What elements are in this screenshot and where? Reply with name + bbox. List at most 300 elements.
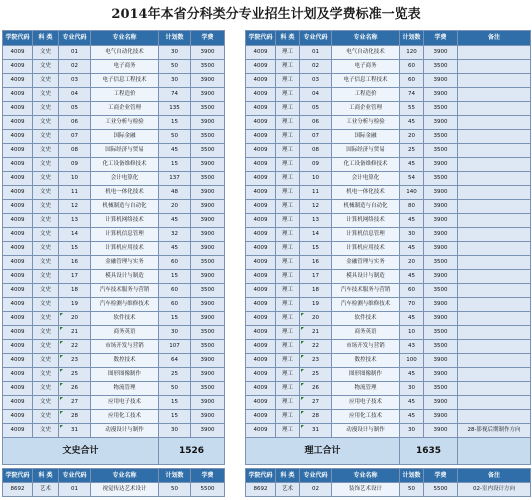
college-code-cell: 4009	[246, 270, 276, 284]
category-cell: 理工	[276, 354, 300, 368]
tuition-cell: 3900	[424, 312, 458, 326]
major-code-cell: 08	[300, 144, 332, 158]
tuition-cell: 3900	[424, 116, 458, 130]
category-cell: 文史	[33, 186, 59, 200]
college-code-cell: 4009	[246, 326, 276, 340]
major-code-cell: 10	[59, 172, 91, 186]
category-cell: 文史	[33, 270, 59, 284]
table-row	[246, 242, 531, 256]
college-code-cell: 4009	[3, 298, 33, 312]
column-header: 学院代码	[246, 469, 276, 483]
college-code-cell: 4009	[246, 74, 276, 88]
category-cell: 文史	[33, 396, 59, 410]
plan-count-cell: 100	[400, 354, 424, 368]
category-cell: 理工	[276, 130, 300, 144]
tuition-cell: 3900	[191, 396, 225, 410]
plan-count-cell: 60	[400, 74, 424, 88]
remark-cell	[458, 368, 531, 382]
category-cell: 文史	[33, 284, 59, 298]
major-code-cell: 06	[59, 116, 91, 130]
plan-count-cell: 50	[159, 483, 191, 497]
college-code-cell: 8692	[3, 483, 33, 497]
remark-cell	[458, 354, 531, 368]
plan-count-cell: 30	[159, 46, 191, 60]
major-code-cell: 09	[300, 158, 332, 172]
tuition-cell: 3500	[191, 60, 225, 74]
table-row	[3, 200, 225, 214]
major-code-cell: 19	[300, 298, 332, 312]
table-row	[246, 144, 531, 158]
table-row	[3, 284, 225, 298]
science-total-row	[246, 438, 531, 465]
plan-count-cell: 55	[400, 102, 424, 116]
tuition-cell: 3500	[424, 130, 458, 144]
major-name-cell: 工程造价	[332, 88, 400, 102]
tuition-cell: 3900	[191, 354, 225, 368]
plan-count-cell: 80	[400, 200, 424, 214]
major-code-cell: 06	[300, 116, 332, 130]
tuition-cell: 3900	[191, 186, 225, 200]
tuition-cell: 3500	[191, 172, 225, 186]
major-name-cell: 数控技术	[91, 354, 159, 368]
college-code-cell: 4009	[3, 256, 33, 270]
plan-count-cell: 45	[400, 410, 424, 424]
major-name-cell: 应用化工技术	[91, 410, 159, 424]
remark-cell	[458, 382, 531, 396]
column-header: 专业名称	[91, 31, 159, 46]
tuition-cell: 3500	[191, 144, 225, 158]
major-code-cell: 31	[300, 424, 332, 438]
plan-count-cell: 25	[159, 368, 191, 382]
plan-count-cell: 50	[400, 483, 424, 497]
table-row	[3, 130, 225, 144]
table-row	[3, 410, 225, 424]
plan-count-cell: 50	[159, 382, 191, 396]
table-row	[3, 116, 225, 130]
major-code-cell: 28	[300, 410, 332, 424]
table-row	[246, 158, 531, 172]
category-cell: 文史	[33, 340, 59, 354]
column-header: 计划数	[159, 31, 191, 46]
major-name-cell: 会计电算化	[332, 172, 400, 186]
plan-count-cell: 15	[159, 116, 191, 130]
major-code-cell: 03	[59, 74, 91, 88]
plan-count-cell: 50	[159, 60, 191, 74]
tuition-cell: 3900	[424, 242, 458, 256]
major-code-cell: 26	[59, 382, 91, 396]
college-code-cell: 4009	[3, 214, 33, 228]
table-row	[246, 130, 531, 144]
college-code-cell: 4009	[246, 424, 276, 438]
column-header: 备注	[458, 31, 531, 46]
remark-cell	[458, 60, 531, 74]
header-row	[3, 31, 225, 46]
category-cell: 理工	[276, 396, 300, 410]
remark-cell	[458, 312, 531, 326]
category-cell: 艺术	[33, 483, 59, 497]
major-name-cell: 国际经济与贸易	[332, 144, 400, 158]
column-header: 计划数	[159, 469, 191, 483]
college-code-cell: 4009	[3, 74, 33, 88]
major-name-cell: 金融管理与实务	[332, 256, 400, 270]
plan-count-cell: 74	[159, 88, 191, 102]
table-row	[246, 326, 531, 340]
arts-plan-table	[2, 30, 225, 497]
tuition-cell: 3900	[424, 200, 458, 214]
major-name-cell: 汽车技术服务与营销	[332, 284, 400, 298]
table-row	[3, 354, 225, 368]
major-name-cell: 计算机网络技术	[332, 214, 400, 228]
column-header: 专业代码	[59, 31, 91, 46]
art-header-row	[246, 469, 531, 483]
column-header: 科 类	[276, 31, 300, 46]
major-code-cell: 23	[59, 354, 91, 368]
major-name-cell: 应用电子技术	[91, 396, 159, 410]
plan-count-cell: 60	[400, 284, 424, 298]
category-cell: 理工	[276, 172, 300, 186]
category-cell: 文史	[33, 46, 59, 60]
table-row	[246, 172, 531, 186]
category-cell: 理工	[276, 242, 300, 256]
table-row	[3, 298, 225, 312]
major-name-cell: 计算机网络技术	[91, 214, 159, 228]
category-cell: 理工	[276, 46, 300, 60]
major-name-cell: 工业分析与检验	[91, 116, 159, 130]
table-row	[3, 340, 225, 354]
remark-cell	[458, 116, 531, 130]
remark-cell: 02-室内设计方向	[458, 483, 531, 497]
category-cell: 文史	[33, 158, 59, 172]
tuition-cell: 3900	[424, 354, 458, 368]
college-code-cell: 4009	[3, 354, 33, 368]
tuition-cell: 3500	[424, 256, 458, 270]
table-row	[246, 74, 531, 88]
tuition-cell: 3900	[424, 298, 458, 312]
major-name-cell: 动漫设计与制作	[332, 424, 400, 438]
column-header: 专业代码	[300, 469, 332, 483]
tuition-cell: 3500	[424, 144, 458, 158]
column-header: 专业代码	[300, 31, 332, 46]
plan-count-cell: 64	[159, 354, 191, 368]
plan-count-cell: 15	[159, 410, 191, 424]
column-header: 学院代码	[3, 469, 33, 483]
art-header-row	[3, 469, 225, 483]
remark-cell	[458, 228, 531, 242]
major-name-cell: 软件技术	[332, 312, 400, 326]
table-row	[3, 74, 225, 88]
college-code-cell: 4009	[3, 326, 33, 340]
plan-count-cell: 20	[400, 130, 424, 144]
plan-count-cell: 20	[159, 200, 191, 214]
college-code-cell: 4009	[3, 186, 33, 200]
plan-count-cell: 15	[159, 158, 191, 172]
major-code-cell: 07	[59, 130, 91, 144]
major-name-cell: 化工设备维修技术	[332, 158, 400, 172]
table-row	[3, 144, 225, 158]
tuition-cell: 3900	[424, 158, 458, 172]
college-code-cell: 4009	[3, 396, 33, 410]
major-code-cell: 08	[59, 144, 91, 158]
tuition-cell: 3900	[191, 410, 225, 424]
major-code-cell: 11	[59, 186, 91, 200]
tuition-cell: 3900	[191, 242, 225, 256]
plan-count-cell: 30	[400, 382, 424, 396]
major-name-cell: 工程造价	[91, 88, 159, 102]
table-row	[246, 60, 531, 74]
major-code-cell: 25	[300, 368, 332, 382]
category-cell: 文史	[33, 102, 59, 116]
college-code-cell: 4009	[246, 410, 276, 424]
plan-count-cell: 45	[400, 396, 424, 410]
remark-cell	[458, 410, 531, 424]
major-name-cell: 市场开发与营销	[332, 340, 400, 354]
remark-cell	[458, 102, 531, 116]
tuition-cell: 3500	[191, 102, 225, 116]
major-name-cell: 计算机应用技术	[91, 242, 159, 256]
remark-cell	[458, 242, 531, 256]
category-cell: 文史	[33, 172, 59, 186]
college-code-cell: 4009	[246, 158, 276, 172]
major-code-cell: 17	[300, 270, 332, 284]
table-row	[3, 256, 225, 270]
major-code-cell: 01	[59, 46, 91, 60]
major-code-cell: 21	[59, 326, 91, 340]
major-name-cell: 物流管理	[332, 382, 400, 396]
column-header: 专业代码	[59, 469, 91, 483]
college-code-cell: 4009	[3, 228, 33, 242]
plan-count-cell: 60	[159, 256, 191, 270]
major-code-cell: 01	[300, 46, 332, 60]
column-header: 科 类	[33, 469, 59, 483]
major-code-cell: 18	[300, 284, 332, 298]
column-header: 专业名称	[91, 469, 159, 483]
total-value: 1526	[159, 438, 225, 465]
table-row	[246, 200, 531, 214]
college-code-cell: 4009	[246, 354, 276, 368]
major-name-cell: 电气自动化技术	[332, 46, 400, 60]
table-row	[3, 60, 225, 74]
major-code-cell: 27	[59, 396, 91, 410]
college-code-cell: 4009	[246, 382, 276, 396]
total-blank	[458, 438, 531, 465]
college-code-cell: 8692	[246, 483, 276, 497]
category-cell: 理工	[276, 102, 300, 116]
college-code-cell: 4009	[3, 116, 33, 130]
category-cell: 文史	[33, 228, 59, 242]
tuition-cell: 3900	[424, 396, 458, 410]
plan-count-cell: 60	[400, 60, 424, 74]
table-row	[246, 88, 531, 102]
table-row	[246, 186, 531, 200]
page-title: 2014年本省分科类分专业招生计划及学费标准一览表	[111, 7, 421, 22]
table-row	[246, 354, 531, 368]
category-cell: 理工	[276, 256, 300, 270]
college-code-cell: 4009	[246, 368, 276, 382]
college-code-cell: 4009	[3, 340, 33, 354]
major-name-cell: 国际经济与贸易	[91, 144, 159, 158]
college-code-cell: 4009	[246, 200, 276, 214]
college-code-cell: 4009	[246, 172, 276, 186]
column-header: 学费	[191, 31, 225, 46]
table-row	[246, 340, 531, 354]
category-cell: 文史	[33, 354, 59, 368]
plan-count-cell: 30	[159, 74, 191, 88]
tuition-cell: 3900	[191, 46, 225, 60]
plan-count-cell: 107	[159, 340, 191, 354]
remark-cell	[458, 284, 531, 298]
category-cell: 文史	[33, 298, 59, 312]
plan-count-cell: 50	[159, 130, 191, 144]
category-cell: 理工	[276, 382, 300, 396]
plan-count-cell: 45	[400, 158, 424, 172]
major-code-cell: 12	[300, 200, 332, 214]
category-cell: 文史	[33, 312, 59, 326]
college-code-cell: 4009	[3, 284, 33, 298]
table-row	[246, 256, 531, 270]
plan-count-cell: 45	[400, 214, 424, 228]
tuition-cell: 3900	[191, 88, 225, 102]
category-cell: 文史	[33, 88, 59, 102]
plan-count-cell: 54	[400, 172, 424, 186]
plan-count-cell: 74	[400, 88, 424, 102]
plan-count-cell: 15	[159, 396, 191, 410]
major-name-cell: 电子商务	[91, 60, 159, 74]
column-header: 学费	[424, 31, 458, 46]
total-label: 文史合计	[3, 438, 159, 465]
remark-cell	[458, 396, 531, 410]
major-code-cell: 19	[59, 298, 91, 312]
tuition-cell: 5500	[191, 483, 225, 497]
category-cell: 文史	[33, 116, 59, 130]
college-code-cell: 4009	[246, 256, 276, 270]
major-code-cell: 03	[300, 74, 332, 88]
table-row	[3, 382, 225, 396]
table-row	[3, 242, 225, 256]
total-label: 理工合计	[246, 438, 400, 465]
plan-count-cell: 137	[159, 172, 191, 186]
college-code-cell: 4009	[246, 242, 276, 256]
plan-count-cell: 32	[159, 228, 191, 242]
college-code-cell: 4009	[246, 102, 276, 116]
major-name-cell: 汽车检测与维修技术	[332, 298, 400, 312]
college-code-cell: 4009	[246, 46, 276, 60]
tuition-cell: 3900	[191, 228, 225, 242]
tuition-cell: 3900	[424, 410, 458, 424]
plan-count-cell: 120	[400, 46, 424, 60]
tuition-cell: 3900	[191, 368, 225, 382]
major-code-cell: 02	[300, 483, 332, 497]
remark-cell	[458, 158, 531, 172]
plan-count-cell: 30	[400, 424, 424, 438]
tuition-cell: 3500	[191, 284, 225, 298]
table-row	[246, 312, 531, 326]
major-name-cell: 数控技术	[332, 354, 400, 368]
tuition-cell: 3500	[191, 326, 225, 340]
table-row	[3, 312, 225, 326]
plan-count-cell: 10	[400, 326, 424, 340]
college-code-cell: 4009	[246, 312, 276, 326]
major-name-cell: 商务英语	[332, 326, 400, 340]
column-header: 专业名称	[332, 469, 400, 483]
plan-count-cell: 45	[159, 144, 191, 158]
remark-cell	[458, 270, 531, 284]
column-header: 学院代码	[3, 31, 33, 46]
major-name-cell: 工商企业管理	[91, 102, 159, 116]
major-name-cell: 电子信息工程技术	[91, 74, 159, 88]
category-cell: 理工	[276, 74, 300, 88]
college-code-cell: 4009	[246, 116, 276, 130]
table-row	[3, 326, 225, 340]
tuition-cell: 3900	[191, 214, 225, 228]
table-row	[3, 158, 225, 172]
major-code-cell: 14	[300, 228, 332, 242]
tuition-cell: 3900	[191, 298, 225, 312]
table-row	[246, 424, 531, 438]
major-code-cell: 11	[300, 186, 332, 200]
tuition-cell: 3900	[424, 228, 458, 242]
category-cell: 艺术	[276, 483, 300, 497]
college-code-cell: 4009	[246, 340, 276, 354]
plan-count-cell: 30	[400, 228, 424, 242]
college-code-cell: 4009	[3, 130, 33, 144]
major-code-cell: 13	[59, 214, 91, 228]
category-cell: 文史	[33, 74, 59, 88]
tuition-cell: 3900	[424, 74, 458, 88]
college-code-cell: 4009	[246, 214, 276, 228]
plan-count-cell: 70	[400, 298, 424, 312]
remark-cell: 28-影视后期制作方向	[458, 424, 531, 438]
college-code-cell: 4009	[246, 130, 276, 144]
tuition-cell: 3500	[424, 340, 458, 354]
major-code-cell: 18	[59, 284, 91, 298]
plan-count-cell: 45	[400, 368, 424, 382]
plan-count-cell: 135	[159, 102, 191, 116]
major-code-cell: 23	[300, 354, 332, 368]
category-cell: 文史	[33, 424, 59, 438]
table-row	[246, 46, 531, 60]
major-name-cell: 模具设计与制造	[332, 270, 400, 284]
tuition-cell: 3900	[424, 88, 458, 102]
table-row	[246, 102, 531, 116]
college-code-cell: 4009	[246, 396, 276, 410]
major-name-cell: 计算机信息管理	[332, 228, 400, 242]
column-header: 学费	[424, 469, 458, 483]
column-header: 专业名称	[332, 31, 400, 46]
art-row	[246, 483, 531, 497]
table-row	[3, 270, 225, 284]
category-cell: 理工	[276, 284, 300, 298]
major-code-cell: 15	[300, 242, 332, 256]
table-row	[3, 396, 225, 410]
major-code-cell: 28	[59, 410, 91, 424]
major-name-cell: 国际金融	[332, 130, 400, 144]
total-value: 1635	[400, 438, 458, 465]
table-row	[246, 396, 531, 410]
table-row	[3, 424, 225, 438]
major-name-cell: 电子信息工程技术	[332, 74, 400, 88]
plan-count-cell: 45	[400, 242, 424, 256]
category-cell: 理工	[276, 340, 300, 354]
category-cell: 理工	[276, 326, 300, 340]
major-code-cell: 01	[59, 483, 91, 497]
category-cell: 文史	[33, 368, 59, 382]
major-code-cell: 09	[59, 158, 91, 172]
major-name-cell: 视觉传达艺术设计	[91, 483, 159, 497]
table-row	[246, 228, 531, 242]
plan-count-cell: 45	[400, 116, 424, 130]
plan-count-cell: 45	[159, 214, 191, 228]
table-row	[246, 284, 531, 298]
